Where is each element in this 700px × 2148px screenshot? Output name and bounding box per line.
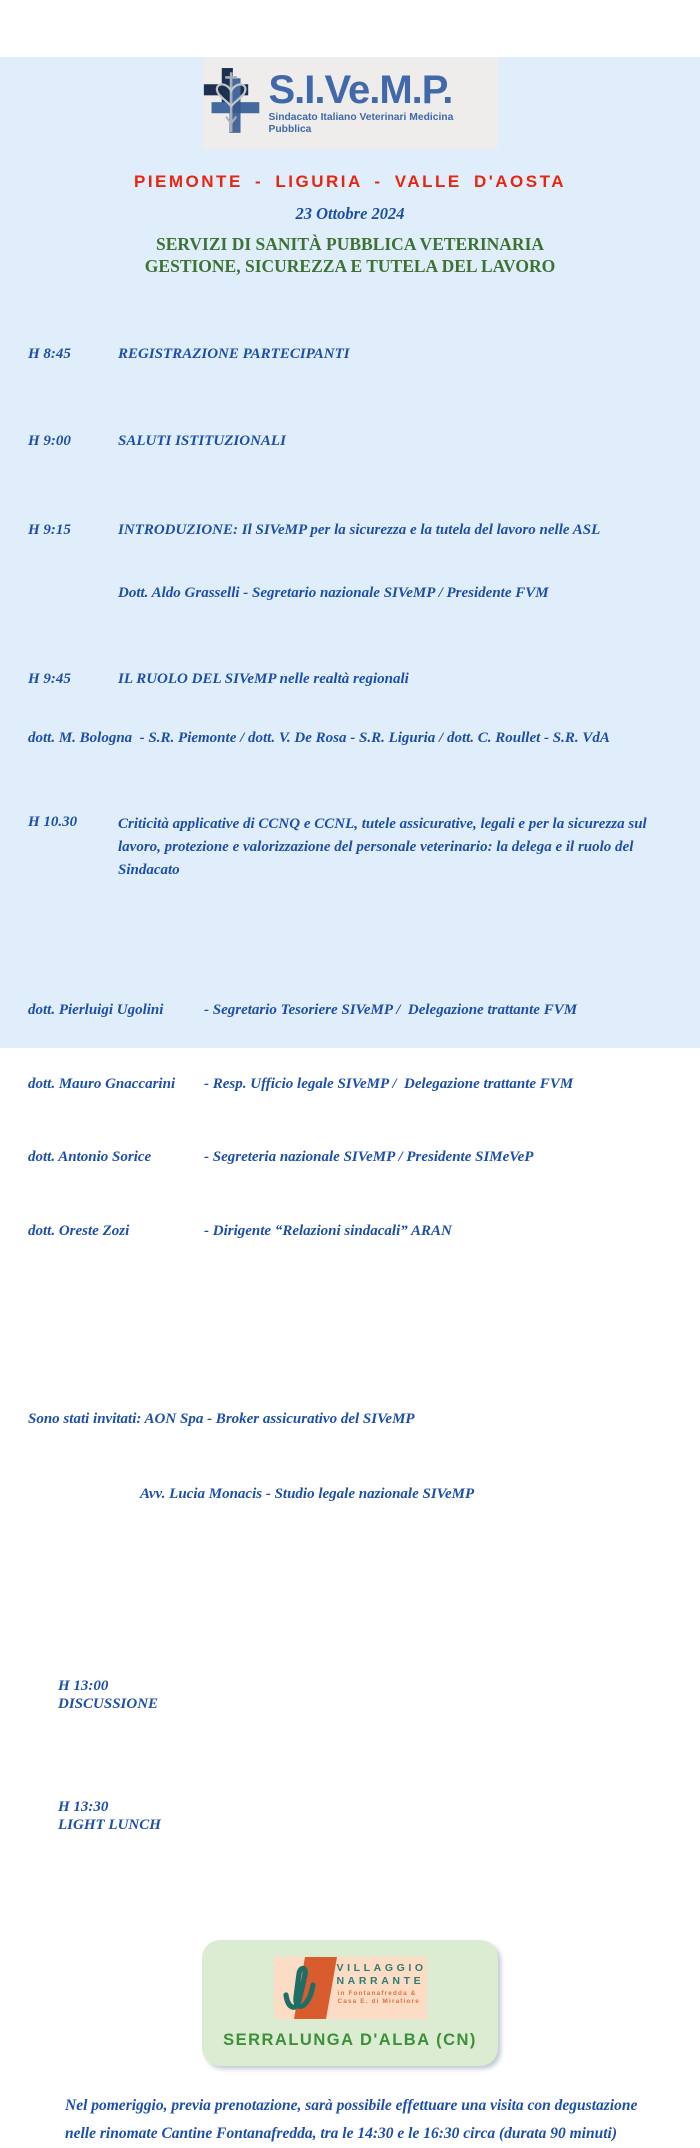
schedule-title: INTRODUZIONE: Il SIVeMP per la sicurezza e la tutela del lavoro nelle ASL [118,522,601,538]
schedule-row [28,432,672,450]
speaker-row [28,1145,672,1170]
speaker-role: - Segretario Tesoriere SIVeMP / Delegazione trattante FVM [204,1002,578,1018]
schedule-title: LIGHT LUNCH [58,1817,161,1833]
speaker-row [28,1072,672,1097]
afternoon-note-line2: nelle rinomate Cantine Fontanafredda, tra le 14:30 e le 16:30 circa (durata 90 minuti) [65,2125,617,2142]
speaker-name: dott. Mauro Gnaccarini [28,1075,176,1092]
vn-tagline-line1: in Fontanafredda & [337,1990,417,1997]
closing-items [28,1611,672,1888]
schedule-row [28,521,672,539]
afternoon-note [0,2092,700,2148]
speaker-name: dott. Antonio Sorice [28,1149,152,1165]
schedule-time: H 9:45 [28,671,71,687]
schedule-title: Criticità applicative di CCNQ e CCNL, tutele assicurative, legali e per la sicurezza sul lavoro, protezione e valorizzazione del personale veterinario: la delega e il ruolo del Sindacato [118,816,651,878]
logo-acronym: S.I.Ve.M.P. [268,68,453,112]
schedule-time: H 13:30 [58,1799,109,1815]
logo-subtitle: Sindacato Italiano Veterinari Medicina Pubblica [268,112,454,135]
venue-location: SERRALUNGA D'ALBA (CN) [223,2031,477,2049]
schedule-row [28,345,672,363]
afternoon-note-line1: Nel pomeriggio, previa prenotazione, sarà possibile effettuare una visita con degustazione [65,2097,638,2114]
invited-line: Avv. Lucia Monacis - Studio legale nazionale SIVeMP [140,1486,475,1502]
schedule-title: REGISTRAZIONE PARTECIPANTI [118,346,350,362]
schedule-title: SALUTI ISTITUZIONALI [118,433,286,449]
invited-guests [28,1357,672,1557]
speakers-list [28,949,672,1292]
flyer-page [0,57,700,2142]
speaker-row [28,998,672,1023]
vn-logo-text [337,1962,427,2006]
logo-text [269,70,498,136]
schedule-time: H 13:00 [58,1678,109,1694]
schedule-time: H 9:15 [28,522,71,538]
schedule-row [28,813,672,882]
vn-name-line2: NARRANTE [336,1974,425,1987]
speaker-name: dott. Pierluigi Ugolini [28,1002,164,1018]
speaker-row [28,1219,672,1244]
event-title-line2: GESTIONE, SICUREZZA E TUTELA DEL LAVORO [144,256,556,276]
vn-name-line1: VILLAGGIO [336,1962,427,1974]
program-schedule [0,277,700,1924]
schedule-speaker-line: Dott. Aldo Grasselli - Segretario nazionale SIVeMP / Presidente FVM [118,585,549,601]
event-date: 23 Ottobre 2024 [295,204,405,223]
schedule-time: H 10.30 [28,814,78,830]
speaker-role: - Dirigente “Relazioni sindacali” ARAN [204,1222,452,1239]
schedule-speaker-line: dott. M. Bologna - S.R. Piemonte / dott. V. De Rosa - S.R. Liguria / dott. C. Roullet - S.R. VdA [28,730,610,746]
schedule-row [28,1780,672,1852]
speaker-role: - Resp. Ufficio legale SIVeMP / Delegazione trattante FVM [204,1075,574,1092]
schedule-title: DISCUSSIONE [58,1696,159,1712]
invited-line: Sono stati invitati: AON Spa - Broker assicurativo del SIVeMP [28,1411,415,1427]
event-title-line1: SERVIZI DI SANITÀ PUBBLICA VETERINARIA [155,234,545,254]
schedule-row [28,1659,672,1731]
venue-box [202,1940,498,2066]
schedule-title: IL RUOLO DEL SIVeMP nelle realtà regionali [118,671,409,687]
sivemp-logo [203,57,498,149]
villaggio-narrante-logo [274,1957,427,2019]
speaker-role: - Segreteria nazionale SIVeMP / Presidente SIMeVeP [204,1149,534,1165]
regions-heading: PIEMONTE - LIGURIA - VALLE D'AOSTA [134,172,566,191]
veterinary-cross-caduceus-icon [203,67,261,139]
schedule-time: H 9:00 [28,433,71,449]
speaker-name: dott. Oreste Zozi [28,1222,130,1239]
schedule-row [28,670,672,688]
schedule-time: H 8:45 [28,346,71,362]
vn-tagline-line2: Casa E. di Mirafiore [337,1998,420,2005]
